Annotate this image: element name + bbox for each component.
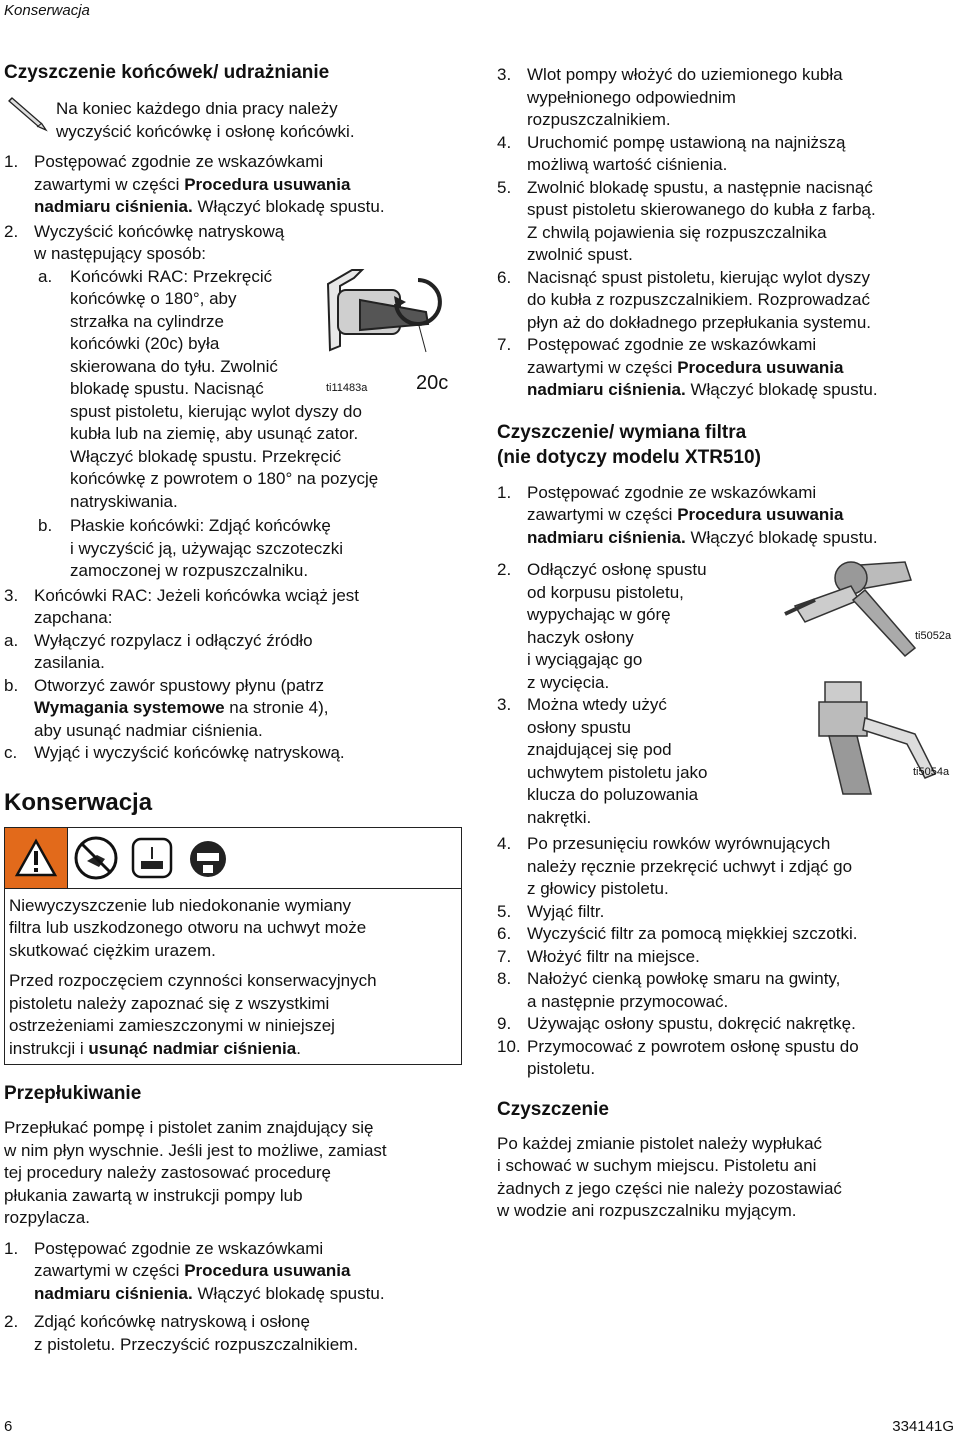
trigger-guard-removal-figure: [755, 556, 955, 666]
list-item: 5. Zwolnić blokadę spustu, a następnie nacisnąć spust pistoletu skierowanego do kubła z farbą. Z chwilą pojawienia się rozpuszczalnika zwolnić spust.: [497, 177, 876, 264]
section-title-flushing: Przepłukiwanie: [4, 1083, 142, 1104]
section-title-tip-cleaning: Czyszczenie końcówek/ udrażnianie: [4, 62, 330, 83]
left-column: [4, 62, 472, 1356]
note-line-2: wyczyścić końcówkę i osłonę końcówki.: [56, 121, 355, 141]
list-item: 1. Postępować zgodnie ze wskazówkami zawartymi w części Procedura usuwania nadmiaru ciśnienia. Włączyć blokadę spustu.: [4, 1238, 385, 1303]
figure-callout-20c: 20c: [416, 371, 449, 394]
filter-housing-figure: [765, 678, 955, 798]
list-item: 1. Postępować zgodnie ze wskazówkami zawartymi w części Procedura usuwania nadmiaru ciśnienia. Włączyć blokadę spustu.: [4, 152, 385, 216]
list-item: 6. Wyczyścić filtr za pomocą miękkiej szczotki.: [497, 924, 858, 943]
protective-equipment-icon: [180, 828, 236, 888]
rac-tip-figure: [300, 260, 450, 372]
section-title-filter: Czyszczenie/ wymiana filtra (nie dotyczy modelu XTR510): [497, 421, 761, 468]
list-item: c. Wyjąć i wyczyścić końcówkę natryskową.: [4, 743, 345, 762]
note-line-1: Na koniec każdego dnia pracy należy: [56, 99, 338, 118]
list-item: 7. Włożyć filtr na miejsce.: [497, 946, 700, 966]
list-item: 10. Przymocować z powrotem osłonę spustu do pistoletu.: [497, 1036, 859, 1078]
list-item: 4. Po przesunięciu rowków wyrównujących należy ręcznie przekręcić uchwyt i zdjąć go z głowicy pistoletu.: [497, 834, 853, 898]
list-item: 6. Nacisnąć spust pistoletu, kierując wylot dyszy do kubła z rozpuszczalnikiem. Rozprowadzać płyn aż do dokładnego przepłukania systemu.: [497, 267, 871, 332]
page-number: 6: [4, 1418, 13, 1435]
figure-id-ti5054a: ti5054a: [913, 765, 950, 778]
figure-id-ti5052a: ti5052a: [915, 629, 952, 642]
section-title-storage: Czyszczenie: [497, 1098, 609, 1120]
note-block: [4, 98, 472, 143]
list-item: 5. Wyjąć filtr.: [497, 901, 605, 921]
section-title-maintenance: Konserwacja: [4, 788, 153, 816]
list-item: 9. Używając osłony spustu, dokręcić nakrętkę.: [497, 1014, 856, 1033]
list-item: 3. Wlot pompy włożyć do uziemionego kubła wypełnionego odpowiednim rozpuszczalnikiem.: [497, 65, 843, 129]
list-item: 2. Wyczyścić końcówkę natryskową w następujący sposób:: [4, 221, 285, 263]
list-item: a. Wyłączyć rozpylacz i odłączyć źródło zasilania.: [4, 630, 313, 672]
list-item: a. Końcówki RAC: Przekręcić końcówkę o 180°, aby strzałka na cylindrze końcówki (20c) była skierowana do tyłu. Zwolnić blokadę spustu. Nacisnąć spust pistoletu, kierując wylot dyszy do kubła lub na ziemię, aby usunąć zator. Włączyć blokadę spustu. Przekręcić końcówkę z powrotem o 180° na pozycję natryskiwania.: [38, 266, 379, 511]
injection-hazard-icon: [124, 828, 180, 888]
storage-paragraph: Po każdej zmianie pistolet należy wypłukać i schować w suchym miejscu. Pistoletu ani żadnych z jego części nie należy pozostawiać w wodzie ani rozpuszczalniku myjącym.: [497, 1133, 842, 1220]
list-item: 2. Zdjąć końcówkę natryskową i osłonę z pistoletu. Przeczyścić rozpuszczalnikiem.: [4, 1312, 359, 1354]
list-item: b. Płaskie końcówki: Zdjąć końcówkę i wyczyścić ją, używając szczoteczki zamoczonej w rozpuszczalniku.: [38, 516, 344, 580]
warning-text-2: Przed rozpoczęciem czynności konserwacyjnych pistoletu należy zapoznać się z wszystkimi ostrzeżeniami zamieszczonymi w niniejszej instrukcji i usunąć nadmiar ciśnienia.: [9, 971, 377, 1058]
list-item: 7. Postępować zgodnie ze wskazówkami zawartymi w części Procedura usuwania nadmiaru ciśnienia. Włączyć blokadę spustu.: [497, 335, 878, 399]
list-item: 4. Uruchomić pompę ustawioną na najniższą możliwą wartość ciśnienia.: [497, 132, 846, 174]
list-item: 2. Odłączyć osłonę spustu od korpusu pistoletu, wypychając w górę haczyk osłony i wyciągając go z wycięcia.: [497, 560, 707, 692]
list-item: 3. Końcówki RAC: Jeżeli końcówka wciąż jest zapchana:: [4, 585, 360, 627]
list-item: 8. Nałożyć cienką powłokę smaru na gwinty, a następnie przymocować.: [497, 969, 841, 1011]
right-column: [497, 64, 957, 1223]
flushing-intro: Przepłukać pompę i pistolet zanim znajdujący się w nim płyn wyschnie. Jeśli jest to możliwe, zamiast tej procedury należy zastosować procedurę płukania zawartą w instrukcji pompy lub rozpylacza.: [4, 1118, 387, 1227]
list-item: 3. Można wtedy użyć osłony spustu znajdującej się pod uchwytem pistoletu jako klucza do poluzowania nakrętki.: [497, 695, 708, 827]
pencil-note-icon: [6, 94, 50, 132]
warning-text-1: Niewyczyszczenie lub niedokonanie wymiany filtra lub uszkodzonego otworu na uchwyt może skutkować ciężkim urazem.: [9, 895, 367, 960]
list-item: b. Otworzyć zawór spustowy płynu (patrz Wymagania systemowe na stronie 4), aby usunąć nadmiar ciśnienia.: [4, 675, 329, 740]
list-item: 1. Postępować zgodnie ze wskazówkami zawartymi w części Procedura usuwania nadmiaru ciśnienia. Włączyć blokadę spustu.: [497, 482, 878, 547]
document-number: 334141G: [892, 1418, 954, 1435]
no-hand-injection-icon: [68, 828, 124, 888]
warning-triangle-icon: [5, 828, 68, 888]
warning-box: [4, 827, 462, 1066]
figure-id-ti11483a: ti11483a: [326, 381, 368, 394]
running-title: Konserwacja: [4, 2, 90, 19]
